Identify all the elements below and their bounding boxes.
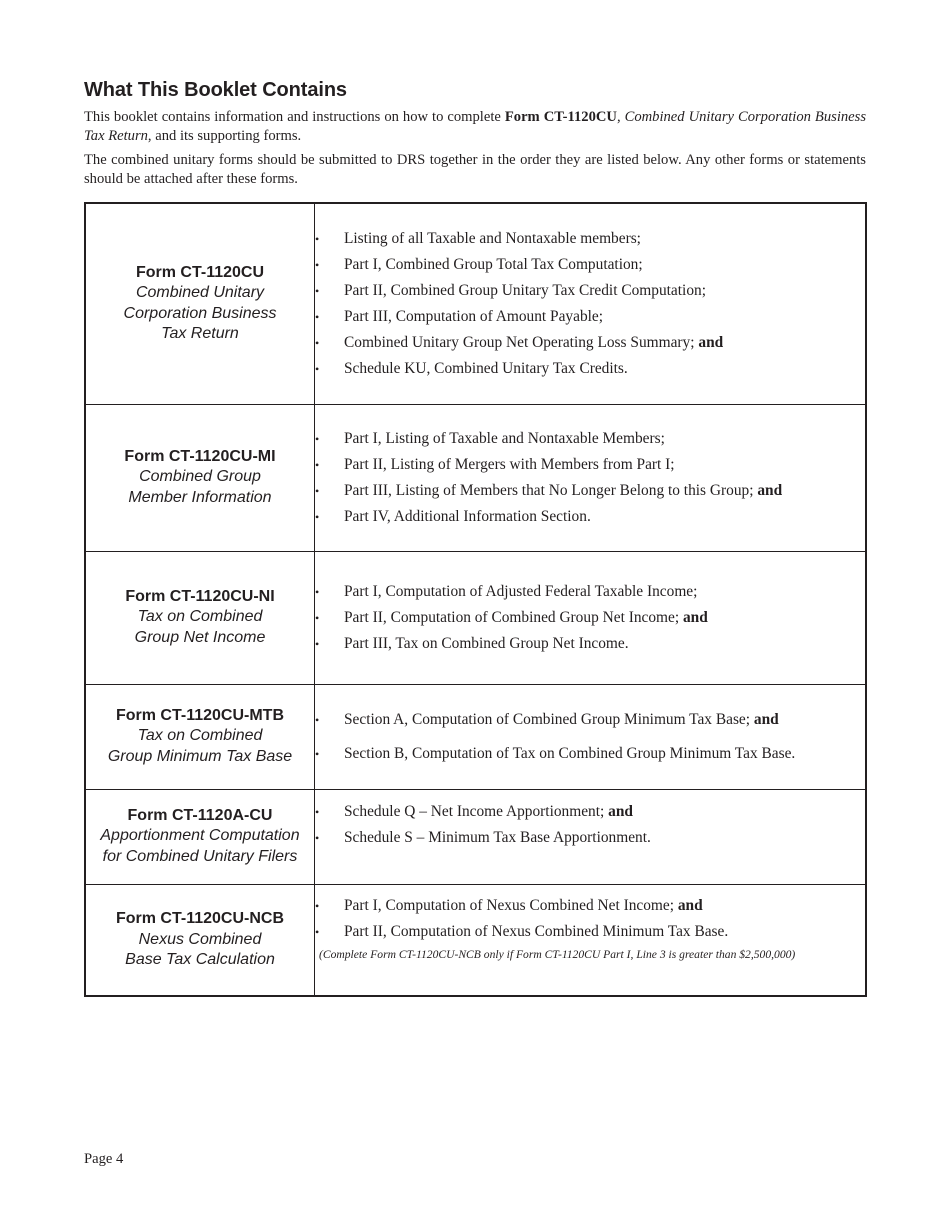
page-heading: What This Booklet Contains (84, 79, 347, 101)
table-row (85, 884, 866, 996)
form-description-line: Base Tax Calculation (125, 951, 275, 968)
form-description-line: Apportionment Computation (100, 827, 300, 845)
list-item: • Combined Unitary Group Net Operating Loss Summary; and (315, 330, 865, 356)
form-contents-cell (315, 203, 867, 404)
table-row (85, 203, 866, 404)
table-row (85, 789, 866, 884)
form-name-cell (85, 684, 315, 789)
form-id: Form CT-1120CU (135, 263, 265, 281)
list-item: • Part II, Combined Group Unitary Tax Credit Computation; (315, 278, 865, 304)
list-item: • Schedule Q – Net Income Apportionment; and (315, 799, 865, 825)
forms-table (84, 202, 867, 997)
form-name-cell (85, 884, 315, 996)
list-item: • Part III, Computation of Amount Payable; (315, 304, 865, 330)
form-name-cell (85, 404, 315, 551)
intro-separator: , (616, 109, 625, 125)
form-description-line: Combined Group (139, 468, 261, 486)
intro-paragraph-1 (84, 108, 866, 146)
form-description-line: Group Net Income (134, 628, 266, 646)
contents-list (315, 799, 865, 851)
form-name-cell (85, 551, 315, 684)
table-row (85, 404, 866, 551)
list-item: • Section A, Computation of Combined Group Minimum Tax Base; and (315, 703, 865, 737)
intro-text-end: , and its supporting forms. (147, 128, 302, 144)
form-contents-cell (315, 684, 867, 789)
form-description-line: Member Information (128, 488, 272, 506)
table-row (85, 551, 866, 684)
list-item: • Part III, Tax on Combined Group Net Income. (315, 631, 865, 657)
form-description-line: Tax on Combined (137, 608, 263, 626)
form-id: Form CT-1120CU-NI (125, 587, 275, 605)
list-item: • Schedule KU, Combined Unitary Tax Credits. (315, 356, 865, 382)
form-id: Form CT-1120A-CU (127, 806, 273, 824)
contents-list (315, 893, 865, 945)
form-description-line: Tax Return (161, 325, 239, 343)
list-item: • Part II, Listing of Mergers with Members from Part I; (315, 452, 865, 478)
form-description-line: Corporation Business (123, 304, 277, 322)
list-item: • Part I, Computation of Adjusted Federal Taxable Income; (315, 579, 865, 605)
intro-paragraph-2: The combined unitary forms should be submitted to DRS together in the order they are listed below. Any other forms or statements should be attached after these forms. (84, 152, 866, 187)
list-item: • Schedule S – Minimum Tax Base Apportionment. (315, 825, 865, 851)
form-description-line: for Combined Unitary Filers (102, 847, 298, 865)
list-item: • Part III, Listing of Members that No Longer Belong to this Group; and (315, 478, 865, 504)
list-item: • Part I, Listing of Taxable and Nontaxable Members; (315, 426, 865, 452)
contents-list (315, 579, 865, 657)
form-contents-cell (315, 884, 867, 996)
form-id: Form CT-1120CU-MTB (115, 706, 285, 724)
contents-list (315, 226, 865, 382)
list-item: • Part I, Combined Group Total Tax Computation; (315, 252, 865, 278)
form-name-cell (85, 789, 315, 884)
form-description-line: Combined Unitary (135, 284, 265, 302)
contents-list (315, 703, 865, 771)
page-number: Page 4 (84, 1151, 124, 1167)
list-item: • Section B, Computation of Tax on Combined Group Minimum Tax Base. (315, 737, 865, 771)
intro-text-start: This booklet contains information and instructions on how to complete (84, 109, 505, 125)
form-contents-cell (315, 551, 867, 684)
list-item: • Part IV, Additional Information Section. (315, 504, 865, 530)
table-row (85, 684, 866, 789)
list-item: • Part II, Computation of Nexus Combined Minimum Tax Base. (315, 919, 865, 945)
ncb-filing-note: (Complete Form CT-1120CU-NCB only if Form CT-1120CU Part I, Line 3 is greater than $2,500,000) (319, 947, 796, 961)
list-item: • Part II, Computation of Combined Group Net Income; and (315, 605, 865, 631)
list-item: • Part I, Computation of Nexus Combined Net Income; and (315, 893, 865, 919)
intro-form-title: Combined Unitary Corporation Business Tax Return (84, 109, 867, 144)
intro-form-name: Form CT-1120CU (504, 109, 617, 125)
form-description-line: Nexus Combined (138, 930, 262, 948)
form-id: Form CT-1120CU-MI (124, 447, 276, 465)
form-description-line: Group Minimum Tax Base (107, 747, 293, 765)
form-description-line: Tax on Combined (137, 727, 263, 745)
form-contents-cell (315, 404, 867, 551)
contents-list (315, 426, 865, 530)
form-contents-cell (315, 789, 867, 884)
form-id: Form CT-1120CU-NCB (115, 910, 285, 927)
form-name-cell (85, 203, 315, 404)
list-item: • Listing of all Taxable and Nontaxable members; (315, 226, 865, 252)
